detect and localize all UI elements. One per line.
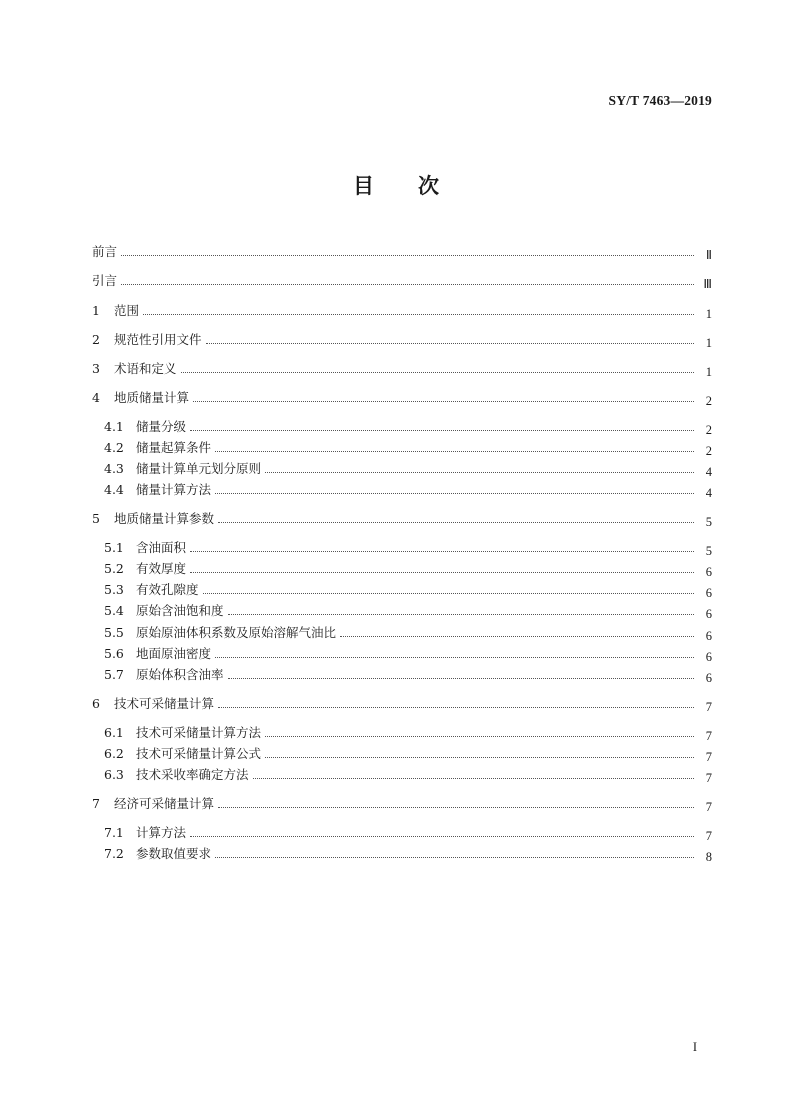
toc-number: 7.1	[104, 825, 124, 840]
toc-leader	[265, 757, 694, 758]
toc-entry[interactable]	[104, 582, 712, 598]
toc-page: 6	[705, 671, 712, 685]
toc-entry[interactable]	[104, 540, 712, 556]
toc-leader	[206, 343, 694, 344]
toc-leader	[190, 572, 694, 573]
toc-number: 5.5	[104, 625, 124, 640]
toc-label: 技术可采储量计算	[114, 696, 215, 711]
toc-number: 4.3	[104, 461, 124, 476]
toc-label: 引言	[92, 273, 118, 288]
toc-page: Ⅲ	[703, 277, 712, 291]
toc-leader	[143, 314, 694, 315]
toc-label: 参数取值要求	[136, 846, 212, 861]
toc-label: 地面原油密度	[136, 646, 212, 661]
toc-number: 6.1	[104, 725, 124, 740]
toc-entry[interactable]	[104, 461, 712, 477]
toc-label: 原始含油饱和度	[136, 603, 224, 618]
toc-label: 技术可采储量计算公式	[136, 746, 262, 761]
toc-label: 计算方法	[136, 825, 187, 840]
toc-number: 4.1	[104, 419, 124, 434]
toc-number: 6	[92, 696, 100, 711]
toc-leader	[190, 551, 694, 552]
toc-entry[interactable]	[92, 796, 712, 812]
toc-leader	[218, 707, 694, 708]
toc-label: 储量起算条件	[136, 440, 212, 455]
toc-entry[interactable]	[104, 646, 712, 662]
toc-label: 技术采收率确定方法	[136, 767, 249, 782]
toc-number: 4	[92, 390, 100, 405]
toc-page: 1	[705, 307, 712, 321]
toc-entry[interactable]	[104, 603, 712, 619]
toc-label: 原始原油体积系数及原始溶解气油比	[136, 625, 337, 640]
toc-leader	[265, 472, 694, 473]
toc-number: 5.6	[104, 646, 124, 661]
toc-entry[interactable]	[104, 440, 712, 456]
toc-label: 地质储量计算参数	[114, 511, 215, 526]
toc-number: 6.2	[104, 746, 124, 761]
toc-leader	[215, 451, 694, 452]
toc-label: 储量计算单元划分原则	[136, 461, 262, 476]
toc-page: 7	[705, 700, 712, 714]
toc-label: 地质储量计算	[114, 390, 190, 405]
standard-code: SY/T 7463—2019	[608, 93, 712, 108]
toc-number: 2	[92, 332, 100, 347]
toc-page: 7	[705, 750, 712, 764]
toc-leader	[265, 736, 694, 737]
toc-label: 有效孔隙度	[136, 582, 199, 597]
toc-entry[interactable]	[104, 825, 712, 841]
toc-page: 1	[705, 365, 712, 379]
toc-leader	[228, 614, 694, 615]
toc-entry[interactable]	[104, 746, 712, 762]
toc-page: 6	[705, 586, 712, 600]
toc-number: 5.1	[104, 540, 124, 555]
toc-leader	[340, 636, 694, 637]
toc-page: 7	[705, 729, 712, 743]
toc-entry[interactable]	[104, 561, 712, 577]
toc-leader	[215, 493, 694, 494]
toc-number: 7.2	[104, 846, 124, 861]
toc-leader	[228, 678, 694, 679]
toc-page: 7	[705, 800, 712, 814]
toc-label: 储量计算方法	[136, 482, 212, 497]
toc-page: 7	[705, 771, 712, 785]
toc-leader	[121, 284, 694, 285]
toc-entry[interactable]	[92, 511, 712, 527]
toc-page: Ⅱ	[705, 248, 712, 262]
toc-label: 原始体积含油率	[136, 667, 224, 682]
toc-label: 经济可采储量计算	[114, 796, 215, 811]
toc-entry[interactable]	[92, 332, 712, 348]
toc-entry[interactable]	[92, 303, 712, 319]
toc-label: 范围	[114, 303, 140, 318]
toc-leader	[193, 401, 694, 402]
toc-entry[interactable]	[104, 667, 712, 683]
toc-page: 6	[705, 607, 712, 621]
toc-number: 5.4	[104, 603, 124, 618]
toc-page: 6	[705, 565, 712, 579]
toc-page: 4	[705, 465, 712, 479]
toc-leader	[253, 778, 694, 779]
toc-page: 2	[705, 423, 712, 437]
toc-page: 8	[705, 850, 712, 864]
toc-label: 技术可采储量计算方法	[136, 725, 262, 740]
toc-entry[interactable]	[92, 390, 712, 406]
toc-entry[interactable]	[92, 244, 712, 260]
toc-leader	[190, 836, 694, 837]
toc-page: 4	[705, 486, 712, 500]
page-number: I	[692, 1040, 697, 1054]
toc-label: 有效厚度	[136, 561, 187, 576]
toc-entry[interactable]	[104, 846, 712, 862]
toc-entry[interactable]	[92, 273, 712, 289]
toc-entry[interactable]	[104, 767, 712, 783]
toc-number: 4.2	[104, 440, 124, 455]
toc-number: 7	[92, 796, 100, 811]
toc-page: 6	[705, 629, 712, 643]
toc-page: 7	[705, 829, 712, 843]
toc-leader	[121, 255, 694, 256]
toc-page: 2	[705, 444, 712, 458]
toc-entry[interactable]	[104, 725, 712, 741]
toc-leader	[218, 522, 694, 523]
toc-label: 术语和定义	[114, 361, 177, 376]
toc-label: 规范性引用文件	[114, 332, 202, 347]
toc-number: 4.4	[104, 482, 124, 497]
toc-leader	[203, 593, 694, 594]
toc-leader	[215, 857, 694, 858]
toc-number: 3	[92, 361, 100, 376]
toc-label: 前言	[92, 244, 118, 259]
toc-number: 5.2	[104, 561, 124, 576]
toc-page: 5	[705, 515, 712, 529]
toc-leader	[215, 657, 694, 658]
toc-leader	[190, 430, 694, 431]
toc-number: 6.3	[104, 767, 124, 782]
toc-page: 6	[705, 650, 712, 664]
toc-leader	[181, 372, 694, 373]
toc-page: 2	[705, 394, 712, 408]
toc-entry[interactable]	[104, 419, 712, 435]
toc-entry[interactable]	[104, 482, 712, 498]
title-part-2: 次	[418, 174, 439, 198]
toc-number: 5	[92, 511, 100, 526]
toc-leader	[218, 807, 694, 808]
toc-page: 1	[705, 336, 712, 350]
toc-number: 5.3	[104, 582, 124, 597]
toc-entry[interactable]	[104, 625, 712, 641]
toc-number: 5.7	[104, 667, 124, 682]
toc-number: 1	[92, 303, 100, 318]
toc-label: 储量分级	[136, 419, 187, 434]
toc-page: 5	[705, 544, 712, 558]
toc-entry[interactable]	[92, 696, 712, 712]
title-part-1: 目	[353, 174, 374, 198]
toc-label: 含油面积	[136, 540, 187, 555]
toc-entry[interactable]	[92, 361, 712, 377]
